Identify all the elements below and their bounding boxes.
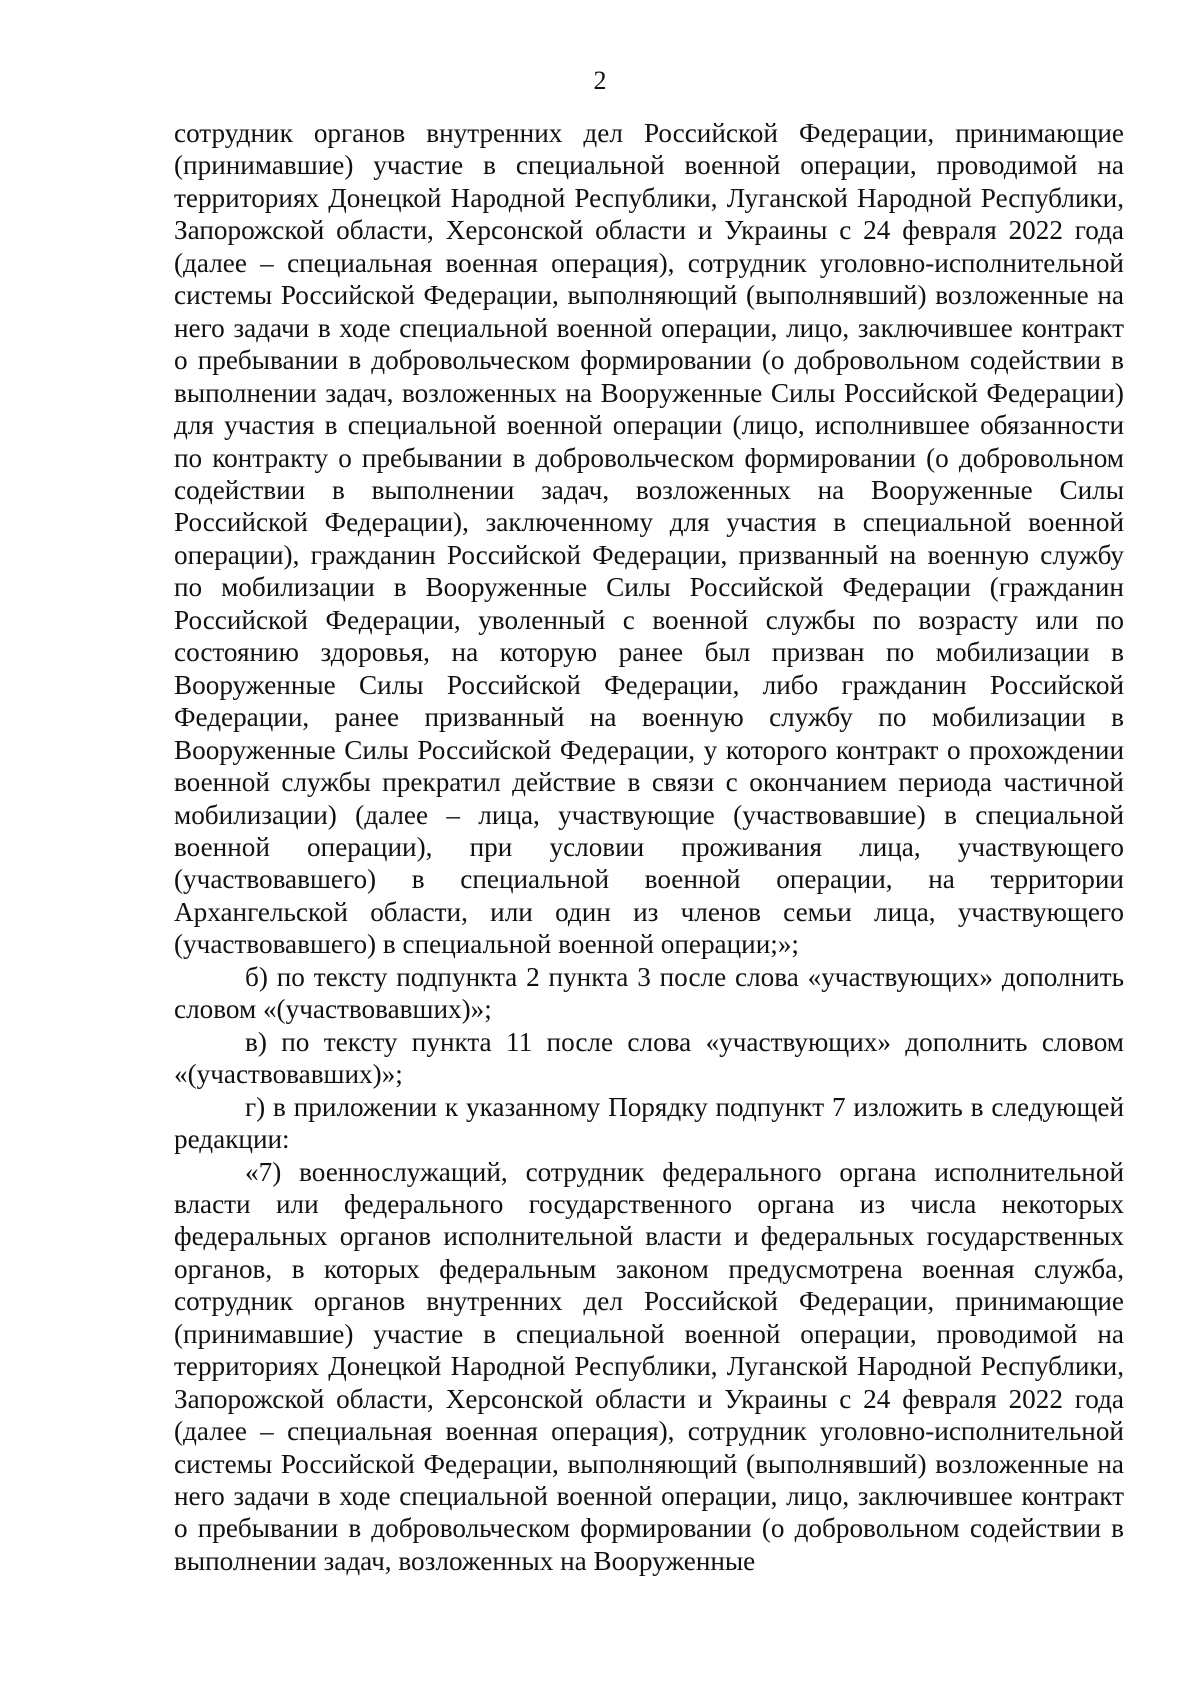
paragraph-continuation: сотрудник органов внутренних дел Российской Федерации, принимающие (принимавшие) участие в специальной военной операции, проводимой на территориях Донецкой Народной Республики, Луганской Народной Республики, Запорожской области, Херсонской области и Украины с 24 февраля 2022 года (далее – специальная военная операция), сотрудник уголовно-исполнительной системы Российской Федерации, выполняющий (выполнявший) возложенные на него задачи в ходе специальной военной операции, лицо, заключившее контракт о пребывании в добровольческом формировании (о добровольном содействии в выполнении задач, возложенных на Вооруженные Силы Российской Федерации) для участия в специальной военной операции (лицо, исполнившее обязанности по контракту о пребывании в добровольческом формировании (о добровольном содействии в выполнении задач, возложенных на Вооруженные Силы Российской Федерации), заключенному для участия в специальной военной операции), гражданин Российской Федерации, призванный на военную службу по мобилизации в Вооруженные Силы Российской Федерации (гражданин Российской Федерации, уволенный с военной службы по возрасту или по состоянию здоровья, на которую ранее был призван по мобилизации в Вооруженные Силы Российской Федерации, либо гражданин Российской Федерации, ранее призванный на военную службу по мобилизации в Вооруженные Силы Российской Федерации, у которого контракт о прохождении военной службы прекратил действие в связи с окончанием периода частичной мобилизации) (далее – лица, участвующие (участвовавшие) в специальной военной операции), при условии проживания лица, участвующего (участвовавшего) в специальной военной операции, на территории Архангельской области, или один из членов семьи лица, участвующего (участвовавшего) в специальной военной операции;»;: [174, 118, 1124, 960]
document-body: [174, 117, 1124, 1577]
page-number: 2: [593, 66, 607, 95]
paragraph-item-g: г) в приложении к указанному Порядку подпункт 7 изложить в следующей редакции:: [174, 1091, 1124, 1155]
paragraph-item-b: б) по тексту подпункта 2 пункта 3 после слова «участвующих» дополнить словом «(участвовавших)»;: [174, 961, 1124, 1025]
paragraph-item-v: в) по тексту пункта 11 после слова «участвующих» дополнить словом «(участвовавших)»;: [174, 1026, 1124, 1090]
paragraph-subitem-7: «7) военнослужащий, сотрудник федерального органа исполнительной власти или федерального государственного органа из числа некоторых федеральных органов исполнительной власти и федеральных государственных органов, в которых федеральным законом предусмотрена военная служба, сотрудник органов внутренних дел Российской Федерации, принимающие (принимавшие) участие в специальной военной операции, проводимой на территориях Донецкой Народной Республики, Луганской Народной Республики, Запорожской области, Херсонской области и Украины с 24 февраля 2022 года (далее – специальная военная операция), сотрудник уголовно-исполнительной системы Российской Федерации, выполняющий (выполнявший) возложенные на него задачи в ходе специальной военной операции, лицо, заключившее контракт о пребывании в добровольческом формировании (о добровольном содействии в выполнении задач, возложенных на Вооруженные: [174, 1156, 1124, 1576]
